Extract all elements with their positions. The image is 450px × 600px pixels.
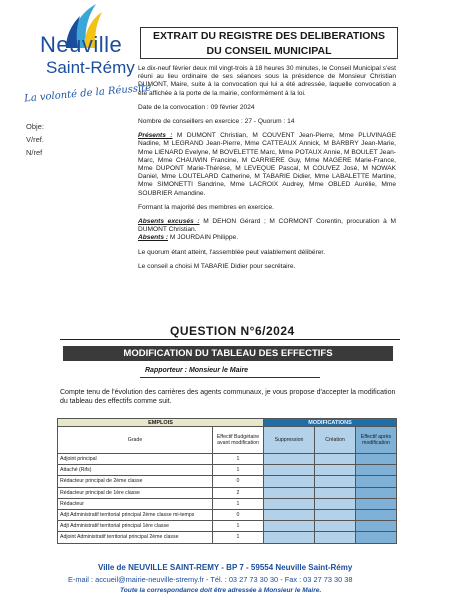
counts-line: Nombre de conseillers en exercice : 27 - Quorum : 14 xyxy=(138,118,295,126)
row-suppression xyxy=(264,476,315,487)
table-row xyxy=(58,476,397,487)
row-creation xyxy=(315,476,356,487)
row-creation xyxy=(315,498,356,509)
row-effectif: 1 xyxy=(213,521,264,532)
row-apres xyxy=(356,509,397,520)
row-apres xyxy=(356,487,397,498)
row-grade: Rédacteur principal de 1ère classe xyxy=(58,487,213,498)
footer-note: Toute la correspondance doit être adressée à Monsieur le Maire. xyxy=(120,587,322,594)
group-modifications: MODIFICATIONS xyxy=(264,419,397,427)
row-grade: Adjt Administratif territorial principal 1ère classe xyxy=(58,521,213,532)
row-effectif: 2 xyxy=(213,487,264,498)
presents-list: M DUMONT Christian, M COUVENT Jean-Pierre, Mme PLUVINAGE Nadine, M LEGRAND Jean-Pierre, Mme CATTEAUX Annick, M BARBRY Jean-Marie, Mme LIENARD Evelyne, M BOVELETTE Marc, Mme POTAUX Annie, M BOULET Jean-Marc, Mme CHAUWIN Francine, M CARRIERE Guy, Mme MAGERE Marie-France, Mme DUPONT Marie-Thérèse, M LEVEQUE Pascal, M COUVEZ José, M NOWAK Daniel, Mme LOUTELARD Catherine, M TABARIE Didier, Mme LABALETTE Martine, Mme SIMONETTI Sandrine, Mme LACROIX Audrey, Mme OBLED Aurélie, Mme SOUBRIER Amandine. xyxy=(138,132,396,197)
row-creation xyxy=(315,454,356,465)
row-suppression xyxy=(264,465,315,476)
col-grade: Grade xyxy=(58,427,213,454)
table-row xyxy=(58,509,397,520)
deliberation-body xyxy=(138,65,396,277)
rapporteur-divider xyxy=(140,377,320,378)
row-effectif: 1 xyxy=(213,465,264,476)
row-suppression xyxy=(264,498,315,509)
our-ref-label: N/ref xyxy=(26,148,43,157)
table-row xyxy=(58,498,397,509)
row-effectif: 1 xyxy=(213,454,264,465)
row-grade: Adjoint principal xyxy=(58,454,213,465)
row-grade: Attaché (Rifs) xyxy=(58,465,213,476)
secretaire-line: Le conseil a choisi M TABARIE Didier pour secrétaire. xyxy=(138,262,296,270)
absents-paragraph xyxy=(138,234,396,242)
effectifs-table xyxy=(57,418,397,544)
logo-name-line1: Neuville xyxy=(40,32,123,57)
row-grade: Rédacteur principal de 2ème classe xyxy=(58,476,213,487)
row-creation xyxy=(315,521,356,532)
row-suppression xyxy=(264,454,315,465)
presents-label: Présents : xyxy=(138,132,173,140)
subject-banner: MODIFICATION DU TABLEAU DES EFFECTIFS xyxy=(63,346,393,361)
row-grade: Adjoint Administratif territorial principal 2ème classe xyxy=(58,532,213,543)
row-creation xyxy=(315,487,356,498)
row-apres xyxy=(356,498,397,509)
row-grade: Rédacteur xyxy=(58,498,213,509)
row-apres xyxy=(356,532,397,543)
row-apres xyxy=(356,476,397,487)
footer-contact: E-mail : accueil@mairie-neuville-stremy.fr - Tél. : 03 27 73 30 30 - Fax : 03 27 73 30 38 xyxy=(68,575,353,584)
row-effectif: 0 xyxy=(213,476,264,487)
row-apres xyxy=(356,454,397,465)
document-header xyxy=(140,27,398,59)
group-emplois: EMPLOIS xyxy=(58,419,264,427)
table-row xyxy=(58,487,397,498)
quorum-line: Le quorum étant atteint, l'assemblée peut valablement délibérer. xyxy=(138,248,326,256)
reference-labels xyxy=(26,120,44,159)
presents-paragraph xyxy=(138,132,396,198)
col-effectif-apres: Effectif après modification xyxy=(356,427,397,454)
row-effectif: 1 xyxy=(213,498,264,509)
row-apres xyxy=(356,465,397,476)
footer-address: Ville de NEUVILLE SAINT-REMY - BP 7 - 59554 Neuville Saint-Rémy xyxy=(98,563,353,572)
intro-paragraph: Le dix-neuf février deux mil vingt-trois à 18 heures 30 minutes, le Conseil Municipal s'est réuni au lieu ordinaire de ses séances sous la présidence de Monsieur Christian DUMONT, Maire, suite à la convocation qui lui a été adressée, laquelle convocation a été affichée à la porte de la mairie, conformément à la loi. xyxy=(138,65,396,97)
table-row xyxy=(58,454,397,465)
row-effectif: 1 xyxy=(213,532,264,543)
col-suppression: Suppression xyxy=(264,427,315,454)
header-line2: DU CONSEIL MUNICIPAL xyxy=(206,45,332,57)
row-effectif: 0 xyxy=(213,509,264,520)
majorite-line: Formant la majorité des membres en exercice. xyxy=(138,203,274,211)
row-suppression xyxy=(264,509,315,520)
table-group-header xyxy=(58,419,397,427)
object-label: Obje: xyxy=(26,122,44,131)
excuses-list: M DEHON Gérard ; M CORMONT Corentin, procuration à M DUMONT Christian. xyxy=(138,218,396,234)
row-suppression xyxy=(264,532,315,543)
table-row xyxy=(58,521,397,532)
header-line1: EXTRAIT DU REGISTRE DES DELIBERATIONS xyxy=(153,30,385,42)
col-effectif-avant: Effectif Budgétaire avant modification xyxy=(213,427,264,454)
table-row xyxy=(58,532,397,543)
your-ref-label: V/ref. xyxy=(26,135,44,144)
row-creation xyxy=(315,532,356,543)
col-creation: Création xyxy=(315,427,356,454)
row-grade: Adjt Administratif territorial principal 2ème classe mi-temps xyxy=(58,509,213,520)
row-suppression xyxy=(264,521,315,532)
question-number: QUESTION N°6/2024 xyxy=(170,324,295,338)
proposal-text: Compte tenu de l'évolution des carrières des agents communaux, je vous propose d'accepter la modification du tableau des effectifs comme suit. xyxy=(60,389,396,405)
town-logo xyxy=(18,2,152,112)
excuses-paragraph xyxy=(138,218,396,234)
row-suppression xyxy=(264,487,315,498)
question-divider xyxy=(60,339,400,340)
table-column-header xyxy=(58,427,397,454)
row-creation xyxy=(315,465,356,476)
row-apres xyxy=(356,521,397,532)
logo-name-line2: Saint-Rémy xyxy=(46,58,135,77)
rapporteur-line: Rapporteur : Monsieur le Maire xyxy=(145,367,249,374)
excuses-label: Absents excusés : xyxy=(138,218,200,226)
absents-label: Absents : xyxy=(138,234,169,242)
absents-list: M JOURDAIN Philippe. xyxy=(169,234,239,242)
row-creation xyxy=(315,509,356,520)
convocation-date: Date de la convocation : 09 février 2024 xyxy=(138,103,255,111)
logo-tagline: La volonté de la Réussite xyxy=(23,82,152,105)
table-row xyxy=(58,465,397,476)
